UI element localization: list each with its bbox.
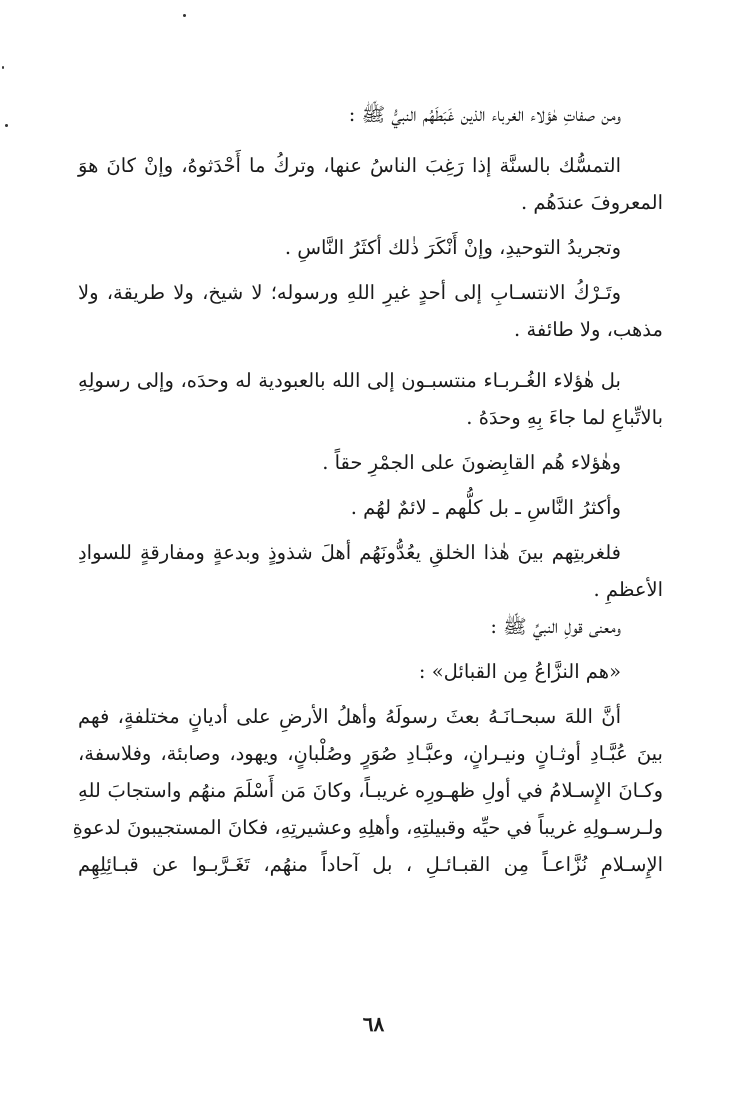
paragraph-line: المعروفَ عندَهُم . (520, 191, 663, 214)
body-text (72, 96, 663, 883)
paragraph-line: ومعنى قولِ النبيِّ ﷺ : (490, 615, 621, 638)
paragraph-line: الأعظمِ . (593, 578, 663, 601)
quoted-hadith: «هم النزَّاعُ مِن القبائل» : (418, 660, 621, 683)
scan-speck (5, 124, 8, 127)
paragraph-line: الإِسـلامِ نُزَّاعـاً مِن القبـائـلِ ، بل آحاداً منهُم، تَغَـرَّبـوا عن قبـائِلِهِم (78, 853, 663, 876)
paragraph-line: التمسُّك بالسنَّة إذا رَغِبَ الناسُ عنها، وتركُ ما أَحْدَثوهُ، وإنْ كانَ هوَ (78, 154, 621, 177)
paragraph-line: بينَ عُبَّـادِ أوثـانٍ ونيـرانٍ، وعبَّـادِ صُوَرٍ وصُلْبانٍ، ويهود، وصابئة، وفلاسفة، (78, 742, 663, 765)
scan-speck (183, 14, 186, 17)
paragraph-line: بالاتِّباعِ لما جاءَ بِهِ وحدَهُ . (466, 406, 663, 429)
paragraph-line: وتجريدُ التوحيدِ، وإنْ أَنْكَرَ ذٰلك أكثَرُ النَّاسِ . (284, 236, 621, 259)
paragraph-line: وكـانَ الإِسـلامُ في أولِ ظهـورِه غريبـاً، وكانَ مَن أَسْلَمَ منهُم واستجابَ للهِ (78, 779, 663, 802)
page-number: ٦٨ (362, 1012, 385, 1036)
paragraph-line: ولـرسـولِهِ غريباً في حيِّه وقبيلتِهِ، وأهلِهِ وعشيرتِهِ، فكانَ المستجيبونَ لدعوةِ (72, 816, 663, 839)
paragraph-line: فلغربتِهم بينَ هٰذا الخلقِ يعُدُّونَهُم أهلَ شذوذٍ وبدعةٍ ومفارقةٍ للسوادِ (78, 541, 621, 564)
paragraph-line: مذهب، ولا طائفة . (514, 318, 663, 341)
scan-speck (2, 66, 4, 69)
paragraph-line: بل هٰؤلاء الغُـربـاء منتسبـون إلى الله بالعبودية له وحدَه، وإلى رسولِهِ (78, 369, 621, 392)
paragraph-line: وهٰؤلاء هُم القابِضونَ على الجمْرِ حقاً . (322, 451, 621, 474)
paragraph-line: وأكثرُ النَّاسِ ـ بل كلُّهم ـ لائمٌ لهُم . (350, 496, 621, 519)
paragraph-line: وتَـرْكُ الانتسـابِ إلى أحدٍ غيرِ اللهِ ورسوله؛ لا شيخ، ولا طريقة، ولا (78, 281, 621, 304)
paragraph-line: أنَّ اللهَ سبحـانَـهُ بعثَ رسولَهُ وأهلُ الأرضِ على أديانٍ مختلفةٍ، فهم (78, 705, 621, 728)
paragraph-line: ومن صفاتِ هٰؤلاء الغرباء الذين غَبَطَهُم النبيُّ ﷺ : (348, 103, 621, 126)
